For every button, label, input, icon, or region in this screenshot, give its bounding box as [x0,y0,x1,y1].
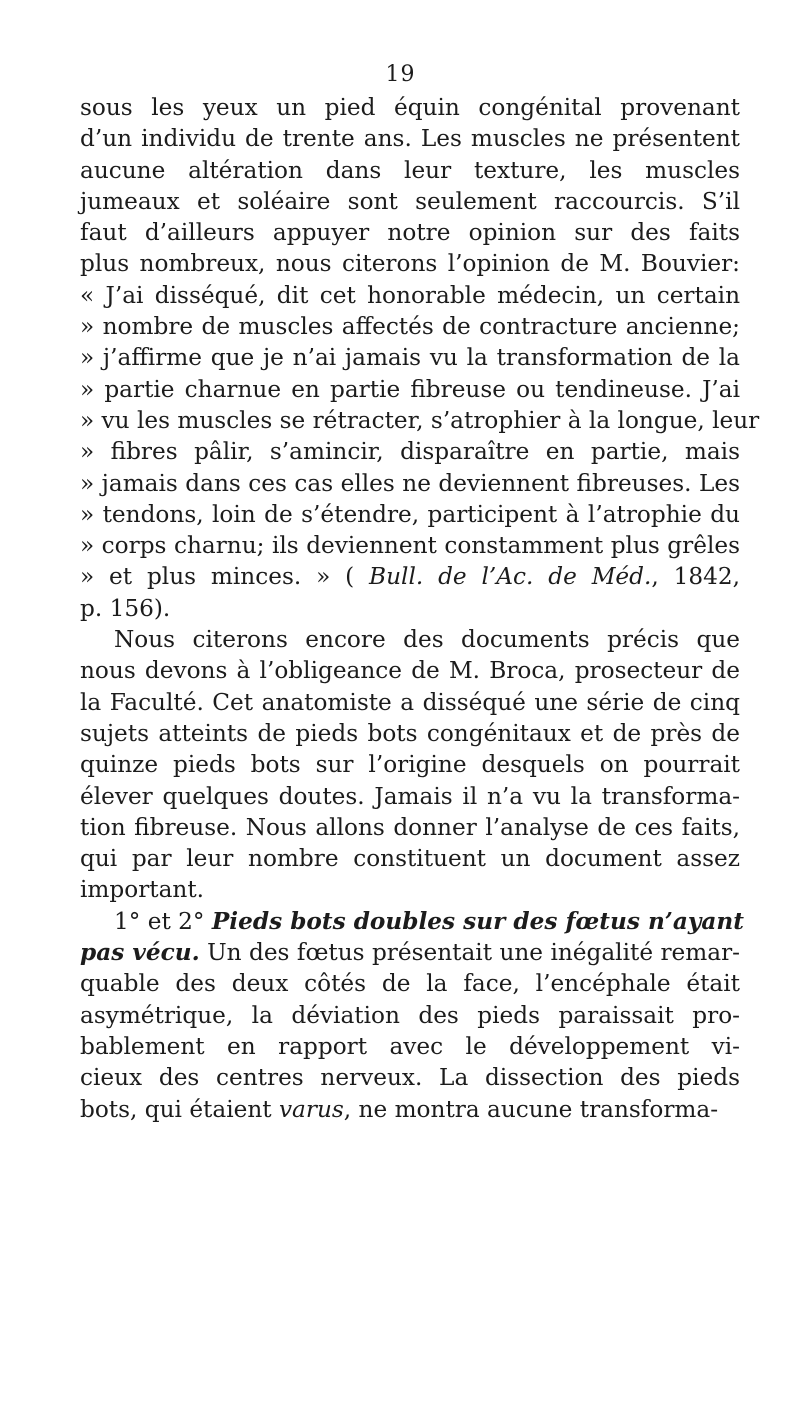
text-line [80,248,740,279]
text-line [80,655,740,686]
text-segment: asymétrique, la déviation des pieds paraissait pro- [80,1001,740,1029]
text-segment: aucune altération dans leur texture, les muscles [80,156,740,184]
text-line [80,843,740,874]
text-line [80,280,740,311]
body-text [80,92,760,1125]
text-segment: » corps charnu; ils deviennent constamment plus grêles [80,532,740,560]
text-segment: Un des fœtus présentait une inégalité remar- [199,939,741,967]
text-line [80,561,740,592]
text-segment: » j’affirme que je n’ai jamais vu la transformation de la [80,344,740,372]
text-segment: » jamais dans ces cas elles ne deviennent fibreuses. Les [80,469,740,497]
text-line [80,593,740,624]
text-line [80,1094,740,1125]
text-line [80,968,740,999]
text-segment: d’un individu de trente ans. Les muscles ne présentent [80,125,740,153]
text-segment: , ne montra aucune transforma- [343,1095,719,1123]
text-line [80,342,740,373]
emphasis-text: varus [278,1095,344,1123]
text-segment: » fibres pâlir, s’amincir, disparaître en partie, mais [80,438,740,466]
text-segment: quable des deux côtés de la face, l’encéphale était [80,970,740,998]
text-segment: p. 156). [80,594,171,622]
text-line [80,374,740,405]
text-segment: bots, qui étaient [80,1095,279,1123]
text-line [80,436,740,467]
emphasis-text: Bull. de l’Ac. de Méd. [354,563,652,591]
text-segment: faut d’ailleurs appuyer notre opinion sur des faits [80,219,740,247]
text-segment: « J’ai disséqué, dit cet honorable médecin, un certain [80,281,740,309]
emphasis-text: Pieds bots doubles sur des fœtus n’ayant [211,907,744,935]
text-line [80,468,740,499]
text-line [80,812,740,843]
text-line [80,1062,740,1093]
text-segment: nous devons à l’obligeance de M. Broca, prosecteur de [80,657,740,685]
text-segment: sujets atteints de pieds bots congénitaux et de près de [80,719,740,747]
text-segment: important. [80,876,205,904]
text-segment: » vu les muscles se rétracter, s’atrophier à la longue, leur [80,406,760,434]
text-line [80,687,740,718]
text-segment: plus nombreux, nous citerons l’opinion de M. Bouvier: [80,250,740,278]
text-segment: tion fibreuse. Nous allons donner l’analyse de ces faits, [80,813,740,841]
text-segment: qui par leur nombre constituent un document assez [80,845,740,873]
text-segment: jumeaux et soléaire sont seulement raccourcis. S’il [80,187,740,215]
text-line [80,937,740,968]
text-line [80,1031,740,1062]
text-segment: » nombre de muscles affectés de contracture ancienne; [80,313,740,341]
text-line [80,530,740,561]
text-segment: » partie charnue en partie fibreuse ou tendineuse. J’ai [80,375,740,403]
text-segment: quinze pieds bots sur l’origine desquels on pourrait [80,751,740,779]
text-segment: , 1842, [651,563,740,591]
text-segment: cieux des centres nerveux. La dissection des pieds [80,1064,740,1092]
page-number: 19 [385,62,416,87]
text-line [80,718,740,749]
text-segment: Nous citerons encore des documents précis que [114,626,740,654]
text-line [80,405,760,436]
text-segment: bablement en rapport avec le développement vi- [80,1032,740,1060]
text-line [80,781,740,812]
text-line [80,217,740,248]
text-line [80,906,744,937]
text-line [80,186,740,217]
text-segment: 1° et 2° [114,907,212,935]
text-line [80,1000,740,1031]
text-line [80,624,740,655]
text-segment: » et plus minces. » ( [80,563,355,591]
text-line [80,499,740,530]
text-line [80,311,740,342]
text-segment: la Faculté. Cet anatomiste a disséqué une série de cinq [80,688,740,716]
text-line [80,155,740,186]
text-segment: sous les yeux un pied équin congénital provenant [80,94,740,121]
emphasis-text: pas vécu. [80,939,200,967]
text-line [80,749,740,780]
text-line [80,123,740,154]
text-line [80,92,740,123]
text-segment: » tendons, loin de s’étendre, participent à l’atrophie du [80,500,740,528]
text-segment: élever quelques doutes. Jamais il n’a vu la transforma- [80,782,740,810]
text-line [80,874,740,905]
